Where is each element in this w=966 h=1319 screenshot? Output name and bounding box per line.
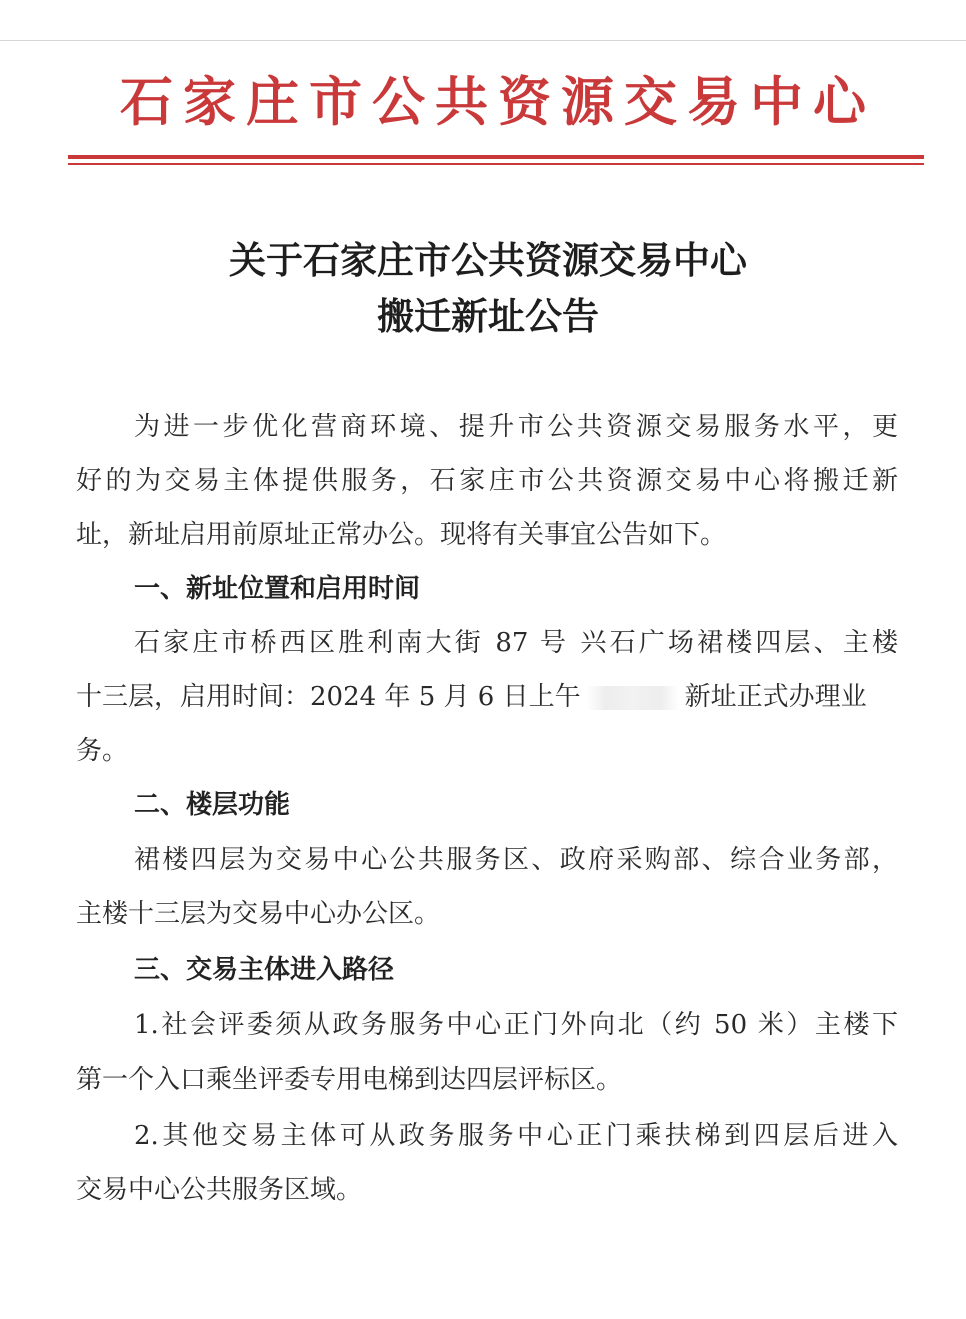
intro-line-1: 为进一步优化营商环境、提升市公共资源交易服务水平，更 (134, 412, 898, 442)
section-1-line-2-end: 新址正式办理业 (684, 682, 867, 712)
intro-line-2: 好的为交易主体提供服务，石家庄市公共资源交易中心将搬迁新 (76, 466, 898, 496)
section-1-line-2-start: 十三层，启用时间：2024 年 5 月 6 日上午 (76, 682, 581, 712)
section-3-item-2-line-1: 2.其他交易主体可从政务服务中心正门乘扶梯到四层后进入 (134, 1121, 898, 1151)
redacted-time-blur (587, 686, 679, 710)
section-2-heading: 二、楼层功能 (134, 790, 291, 820)
section-1-line-2 (76, 677, 898, 717)
letterhead-org-name: 石家庄市公共资源交易中心 (120, 71, 876, 133)
section-3-item-1-line-2: 第一个入口乘坐评委专用电梯到达四层评标区。 (76, 1065, 623, 1095)
document-title-line-1: 关于石家庄市公共资源交易中心 (229, 238, 747, 282)
section-3-item-2-line-2: 交易中心公共服务区域。 (76, 1175, 363, 1205)
section-2-line-1: 裙楼四层为交易中心公共服务区、政府采购部、综合业务部， (134, 845, 898, 875)
top-divider (0, 40, 966, 41)
section-3-heading: 三、交易主体进入路径 (134, 955, 395, 985)
document-title-line-2: 搬迁新址公告 (377, 294, 599, 338)
intro-line-3: 址，新址启用前原址正常办公。现将有关事宜公告如下。 (76, 520, 727, 550)
letterhead-red-rule-thin (68, 163, 924, 165)
section-1-line-1: 石家庄市桥西区胜利南大街 87 号 兴石广场裙楼四层、主楼 (134, 628, 898, 658)
section-2-line-2: 主楼十三层为交易中心办公区。 (76, 899, 441, 929)
letterhead-red-rule-thick (68, 155, 924, 159)
section-1-heading: 一、新址位置和启用时间 (134, 574, 421, 604)
section-3-item-1-line-1: 1.社会评委须从政务服务中心正门外向北（约 50 米）主楼下 (134, 1010, 898, 1040)
section-1-line-3: 务。 (76, 736, 129, 766)
